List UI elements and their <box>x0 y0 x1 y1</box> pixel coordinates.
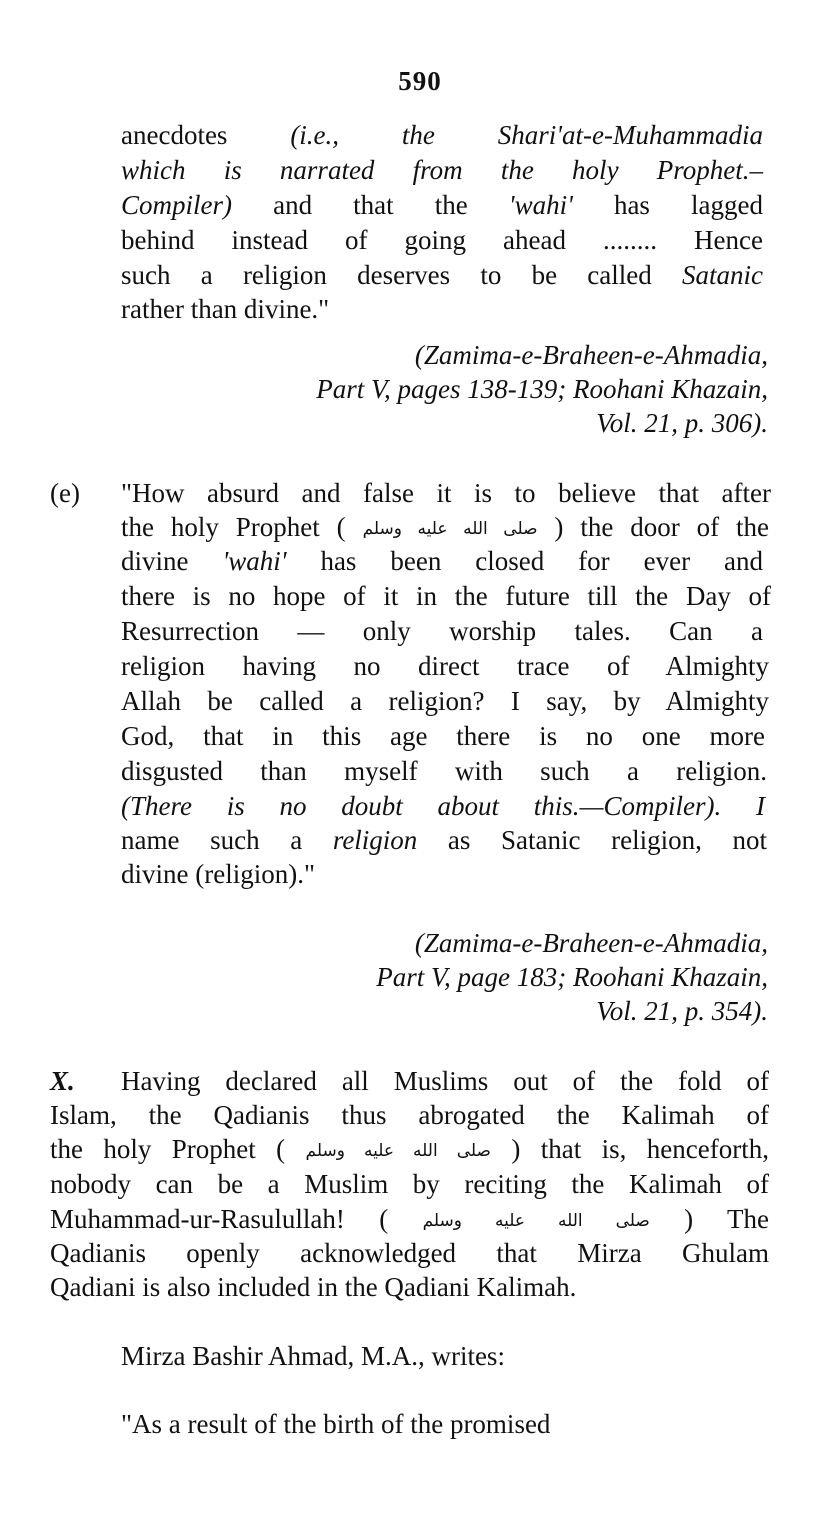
text-run: ) that is, henceforth, <box>490 1134 769 1164</box>
text-run: anecdotes <box>121 120 291 150</box>
text-run: such a religion deserves to be called <box>121 260 682 290</box>
text-line: Resurrection — only worship tales. Can a <box>121 616 763 646</box>
citation <box>120 338 768 440</box>
text-line <box>121 510 769 546</box>
text-line: Qadianis openly acknowledged that Mirza Ghulam <box>50 1238 769 1268</box>
arabic-salutation: صلى الله عليه وسلم <box>305 1141 491 1161</box>
text-line <box>121 258 763 292</box>
text-run: ) the door of the <box>537 512 769 542</box>
intro-line: Mirza Bashir Ahmad, M.A., writes: <box>121 1341 505 1371</box>
italic-run: Satanic <box>682 260 763 290</box>
text-line: disgusted than myself with such a religion. <box>121 756 767 786</box>
italic-run: 'wahi' <box>222 546 287 576</box>
text-line: Qadiani is also included in the Qadiani Kalimah. <box>50 1272 577 1302</box>
text-line <box>121 544 763 578</box>
italic-run: 'wahi' <box>508 190 573 220</box>
text-line: there is no hope of it in the future till the Day of <box>121 581 771 611</box>
text-line: rather than divine." <box>121 294 330 324</box>
text-line: God, that in this age there is no one more <box>121 721 765 751</box>
citation-line: (Zamima-e-Braheen-e-Ahmadia, <box>414 340 768 370</box>
text-line <box>50 1132 769 1168</box>
italic-run: religion <box>332 825 418 855</box>
arabic-salutation: صلى الله عليه وسلم <box>362 519 538 539</box>
text-run: ) The <box>649 1204 770 1234</box>
citation-line: Vol. 21, p. 354). <box>596 996 768 1026</box>
item-label: (e) <box>50 478 80 508</box>
italic-run: I <box>721 791 765 821</box>
text-line: divine (religion)." <box>121 859 315 889</box>
text-run: has been closed for ever and <box>286 546 763 576</box>
text-line: Islam, the Qadianis thus abrogated the Kalimah of <box>50 1100 769 1130</box>
citation-line: (Zamima-e-Braheen-e-Ahmadia, <box>414 928 768 958</box>
italic-run: (There is no doubt about this.—Compiler). <box>121 791 722 821</box>
text-run: Muhammad-ur-Rasulullah! ( <box>50 1204 423 1234</box>
text-line <box>121 188 763 222</box>
text-line: religion having no direct trace of Almighty <box>121 651 769 681</box>
text-line: Allah be called a religion? I say, by Almighty <box>121 686 769 716</box>
text-line: which is narrated from the holy Prophet.– <box>121 155 763 185</box>
text-run: as Satanic religion, not <box>417 825 767 855</box>
text-run: and that the <box>232 190 509 220</box>
text-line: Having declared all Muslims out of the fold of <box>121 1066 769 1096</box>
section-label: X. <box>50 1066 75 1096</box>
text-run: has lagged <box>572 190 763 220</box>
citation-line: Part V, page 183; Roohani Khazain, <box>376 962 768 992</box>
text-line: nobody can be a Muslim by reciting the Kalimah of <box>50 1169 769 1199</box>
page-number: 590 <box>398 66 442 96</box>
text-line: behind instead of going ahead ........ Hence <box>121 225 763 255</box>
italic-run: Compiler) <box>121 190 232 220</box>
quote-start-line: "As a result of the birth of the promised <box>121 1409 551 1439</box>
text-line <box>121 823 767 857</box>
text-run: name such a <box>121 825 333 855</box>
text-run: the holy Prophet ( <box>121 512 363 542</box>
text-line <box>121 118 763 152</box>
citation-line: Part V, pages 138-139; Roohani Khazain, <box>316 374 768 404</box>
text-run: divine <box>121 546 223 576</box>
citation <box>120 926 768 1028</box>
italic-run: (i.e., the Shari'at-e-Muhammadia <box>290 120 763 150</box>
text-line: "How absurd and false it is to believe that after <box>121 478 771 508</box>
arabic-salutation: صلى الله عليه وسلم <box>422 1211 650 1231</box>
text-line <box>50 1202 769 1238</box>
citation-line: Vol. 21, p. 306). <box>596 408 768 438</box>
text-line <box>121 789 765 823</box>
text-run: the holy Prophet ( <box>50 1134 306 1164</box>
